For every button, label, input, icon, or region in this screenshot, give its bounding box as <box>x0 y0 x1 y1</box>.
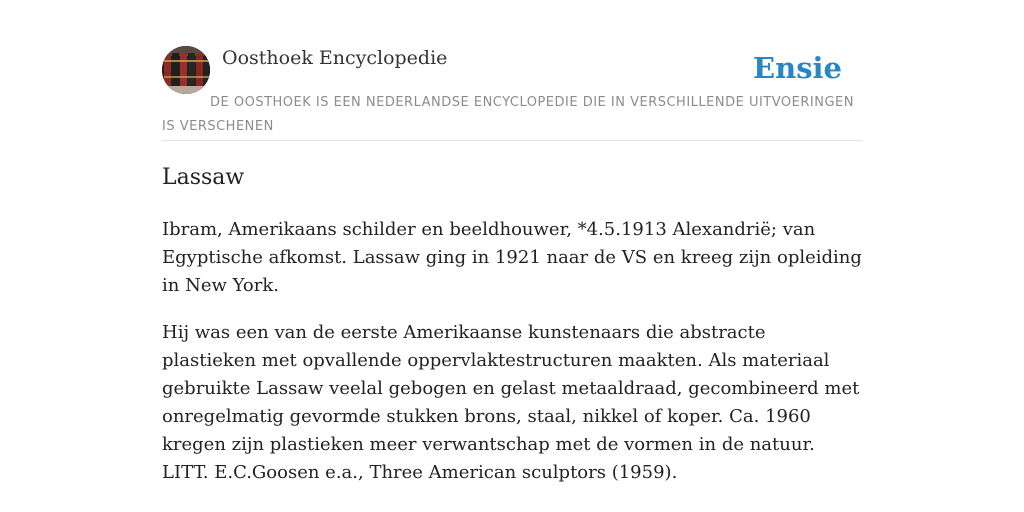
article-title: Lassaw <box>162 165 245 190</box>
article-paragraph: Ibram, Amerikaans schilder en beeldhouwer, *4.5.1913 Alexandrië; van Egyptische afkomst. Lassaw ging in 1921 naar de VS en kreeg zijn opleiding in New York. <box>162 219 862 296</box>
encyclopedia-books-icon[interactable] <box>162 46 210 94</box>
site-tagline: DE OOSTHOEK IS EEN NEDERLANDSE ENCYCLOPEDIE DIE IN VERSCHILLENDE UITVOERINGEN IS VERSCHENEN <box>162 95 854 134</box>
article <box>162 160 862 487</box>
site-header <box>162 46 862 141</box>
article-paragraph: Hij was een van de eerste Amerikaanse kunstenaars die abstracte plastieken met opvallende oppervlaktestructuren maakten. Als materiaal gebruikte Lassaw veelal gebogen en gelast metaaldraad, gecombineerd met onregelmatig gevormde stukken brons, staal, nikkel of koper. Ca. 1960 kregen zijn plastieken meer verwantschap met de vormen in de natuur. LITT. E.C.Goosen e.a., Three American sculptors (1959). <box>162 322 860 483</box>
brand-logo[interactable]: Ensie <box>753 51 842 85</box>
site-title[interactable]: Oosthoek Encyclopedie <box>222 47 448 69</box>
